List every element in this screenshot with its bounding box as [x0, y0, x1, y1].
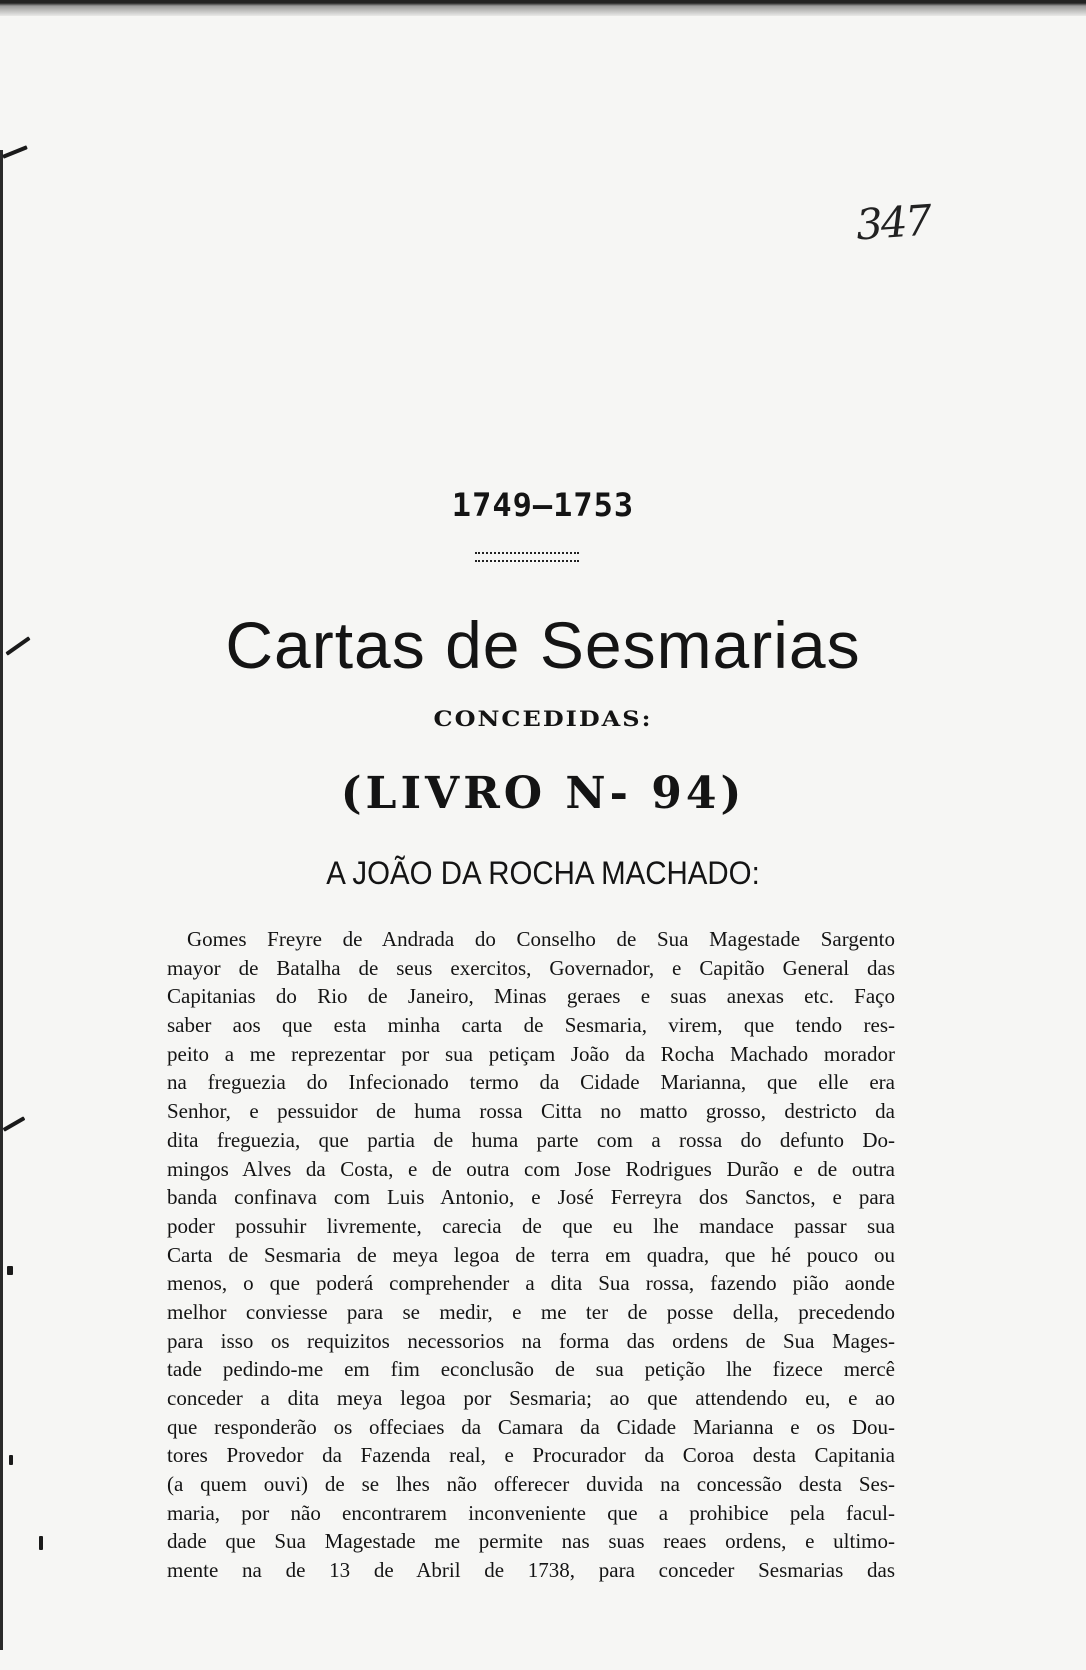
scan-mark	[2, 145, 28, 158]
scan-mark	[7, 1266, 13, 1275]
body-line: Carta de Sesmaria de meya legoa de terra em quadra, que hé pouco ou	[167, 1242, 895, 1267]
scan-mark	[3, 1116, 26, 1131]
body-line: para isso os requizitos necessorios na forma das ordens de Sua Mages-	[167, 1328, 895, 1353]
body-line: (a quem ouvi) de se lhes não offerecer duvida na concessão desta Ses-	[167, 1472, 895, 1497]
body-line: mayor de Batalha de seus exercitos, Governador, e Capitão General das	[167, 955, 895, 980]
body-line: conceder a dita meya legoa por Sesmaria; ao que attendendo eu, e ao	[167, 1386, 895, 1410]
body-line: Gomes Freyre de Andrada do Conselho de Sua Magestade Sargento	[187, 927, 895, 951]
body-line: peito a me reprezentar por sua petiçam João da Rocha Machado morador	[167, 1041, 895, 1066]
body-line: poder possuhir livremente, carecia de que eu lhe mandace passar sua	[167, 1213, 895, 1238]
body-paragraph	[167, 925, 895, 1585]
body-line: dade que Sua Magestade me permite nas suas reaes ordens, e ultimo-	[167, 1529, 895, 1554]
body-line: mingos Alves da Costa, e de outra com Jose Rodrigues Durão e de outra	[167, 1156, 895, 1181]
scan-mark	[9, 1455, 13, 1465]
page-subtitle: CONCEDIDAS:	[433, 705, 653, 732]
body-line: tores Provedor da Fazenda real, e Procurador da Coroa desta Capitania	[167, 1443, 895, 1468]
body-line: banda confinava com Luis Antonio, e José Ferreyra dos Sanctos, e para	[167, 1185, 895, 1210]
body-line: Capitanias do Rio de Janeiro, Minas geraes e suas anexas etc. Faço	[167, 984, 895, 1009]
body-line: maria, por não encontrarem inconveniente que a prohibice pela facul-	[167, 1500, 895, 1525]
body-line: Senhor, e pessuidor de huma rossa Citta no matto grosso, destricto da	[167, 1099, 895, 1124]
body-line: melhor conviesse para se medir, e me ter de posse della, precedendo	[167, 1299, 895, 1324]
body-line: dita freguezia, que partia de huma parte com a rossa do defunto Do-	[167, 1127, 895, 1152]
date-range: 1749—1753	[451, 486, 635, 524]
body-line: que responderão os offeciaes da Camara da Cidade Marianna e os Dou-	[167, 1414, 895, 1439]
recipient-heading: A JOÃO DA ROCHA MACHADO:	[326, 855, 760, 891]
body-line: na freguezia do Infecionado termo da Cidade Marianna, que elle era	[167, 1070, 895, 1095]
body-line: mente na de 13 de Abril de 1738, para conceder Sesmarias das	[167, 1558, 895, 1583]
body-line: tade pedindo-me em fim econclusão de sua petição lhe fizece mercê	[167, 1357, 895, 1382]
body-line: menos, o que poderá comprehender a dita Sua rossa, fazendo pião aonde	[167, 1271, 895, 1296]
scan-top-edge	[0, 0, 1086, 16]
scan-mark	[39, 1536, 43, 1550]
page-title: Cartas de Sesmarias	[225, 608, 861, 682]
scan-left-edge	[0, 150, 3, 1650]
page-number: 347	[854, 195, 932, 250]
title-ornament	[475, 552, 579, 562]
body-line: saber aos que esta minha carta de Sesmaria, virem, que tendo res-	[167, 1013, 895, 1038]
book-reference: (LIVRO N- 94)	[340, 768, 746, 819]
